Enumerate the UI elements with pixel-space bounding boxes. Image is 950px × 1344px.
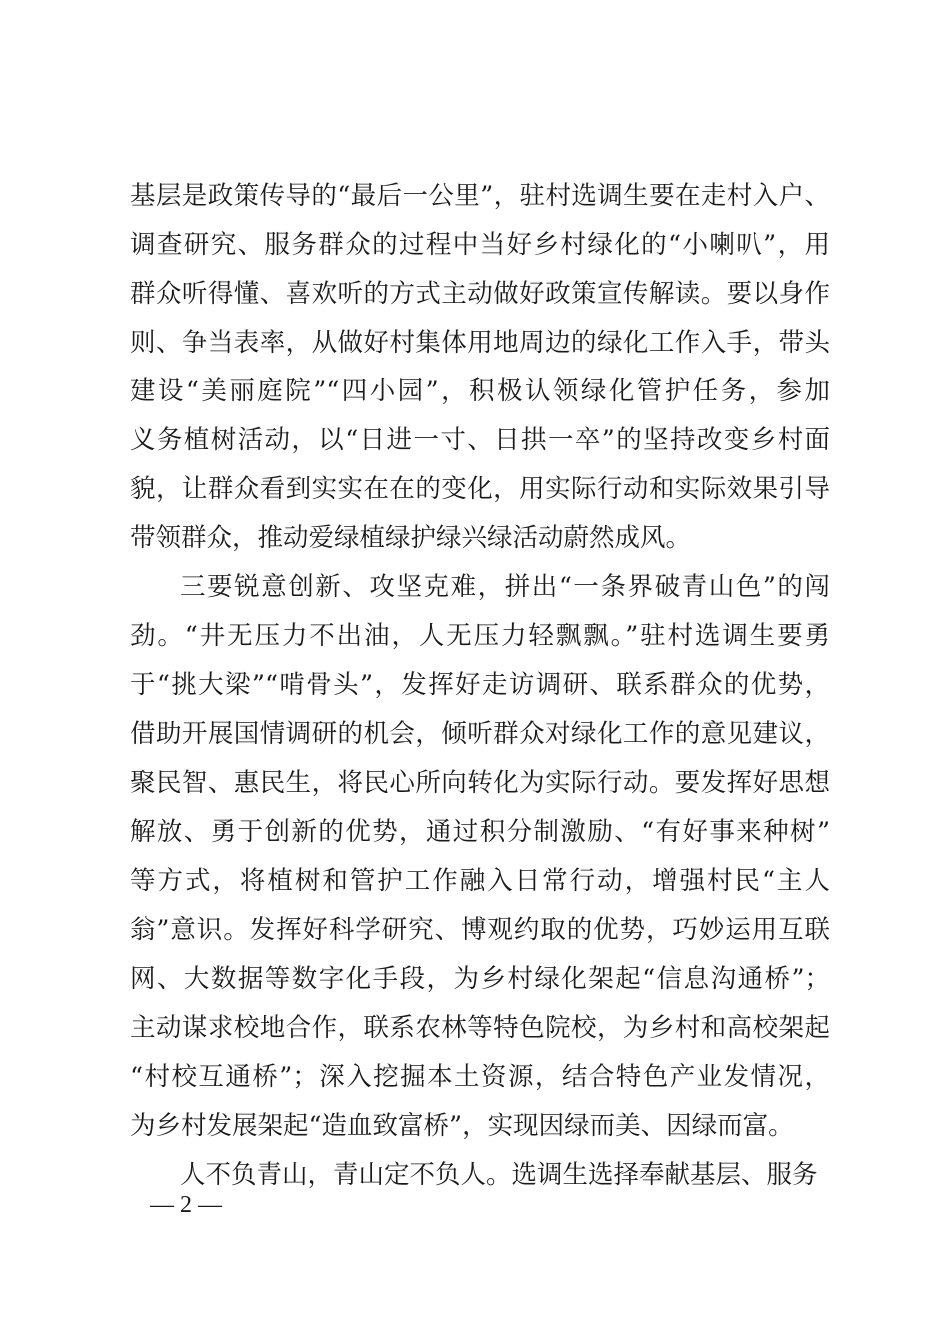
text-line-10: 劲。“井无压力不出油，人无压力轻飘飘。”驻村选调生要勇 <box>130 621 830 651</box>
text-line-7: 貌，让群众看到实实在在的变化，用实际行动和实际效果引导 <box>130 474 830 504</box>
text-line-2: 调查研究、服务群众的过程中当好乡村绿化的“小喇叭”，用 <box>130 230 830 260</box>
text-line-12: 借助开展国情调研的机会，倾听群众对绿化工作的意见建议， <box>130 719 830 749</box>
text-line-17: 网、大数据等数字化手段，为乡村绿化架起“信息沟通桥”； <box>130 964 830 994</box>
text-line-20: 为乡村发展架起“造血致富桥”，实现因绿而美、因绿而富。 <box>130 1111 794 1141</box>
text-line-16: 翁”意识。发挥好科学研究、博观约取的优势，巧妙运用互联 <box>130 915 830 945</box>
text-line-1: 基层是政策传导的“最后一公里”，驻村选调生要在走村入户、 <box>130 181 830 211</box>
text-line-21: 人不负青山，青山定不负人。选调生选择奉献基层、服务 <box>180 1160 818 1190</box>
text-line-6: 义务植树活动，以“日进一寸、日拱一卒”的坚持改变乡村面 <box>130 425 830 455</box>
text-line-9: 三要锐意创新、攻坚克难，拼出“一条界破青山色”的闯 <box>180 572 830 602</box>
page-number: — 2 — <box>150 1192 222 1218</box>
text-line-5: 建设“美丽庭院”“四小园”，积极认领绿化管护任务，参加 <box>130 376 830 406</box>
text-line-13: 聚民智、惠民生，将民心所向转化为实际行动。要发挥好思想 <box>130 768 830 798</box>
text-line-14: 解放、勇于创新的优势，通过积分制激励、“有好事来种树” <box>130 817 830 847</box>
text-line-4: 则、争当表率，从做好村集体用地周边的绿化工作入手，带头 <box>130 328 830 358</box>
text-line-15: 等方式，将植树和管护工作融入日常行动，增强村民“主人 <box>130 866 830 896</box>
text-line-11: 于“挑大梁”“啃骨头”，发挥好走访调研、联系群众的优势， <box>130 670 830 700</box>
text-line-8: 带领群众，推动爱绿植绿护绿兴绿活动蔚然成风。 <box>130 523 692 553</box>
text-line-18: 主动谋求校地合作，联系农林等特色院校，为乡村和高校架起 <box>130 1013 830 1043</box>
text-line-19: “村校互通桥”；深入挖掘本土资源，结合特色产业发情况， <box>130 1062 830 1092</box>
text-line-3: 群众听得懂、喜欢听的方式主动做好政策宣传解读。要以身作 <box>130 279 830 309</box>
